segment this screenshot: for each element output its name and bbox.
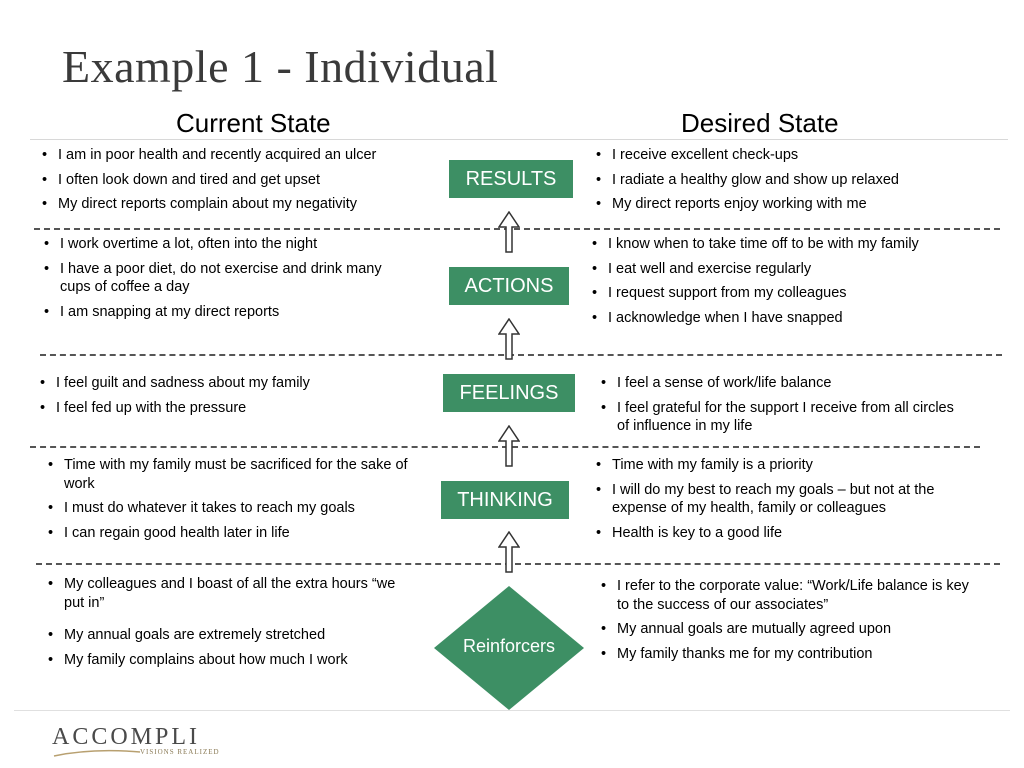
list-item: • I have a poor diet, do not exercise and drink many cups of coffee a day [38, 260, 398, 297]
feelings-current-list [34, 374, 414, 423]
list-item: • Time with my family must be sacrificed for the sake of work [42, 456, 412, 493]
list-item: • I feel a sense of work/life balance [595, 374, 965, 393]
reinforcers-label: Reinforcers [462, 636, 556, 656]
current-state-header: Current State [176, 108, 331, 138]
reinforcers-current-list [42, 575, 412, 675]
list-item: • I am in poor health and recently acquired an ulcer [36, 146, 436, 165]
desired-state-header: Desired State [681, 108, 839, 138]
feelings-desired-list [595, 374, 965, 442]
thinking-current-list [42, 456, 412, 548]
page-title: Example 1 - Individual [62, 41, 499, 92]
list-item: • My colleagues and I boast of all the extra hours “we put in” [42, 575, 412, 612]
up-arrow-icon [498, 211, 520, 253]
row-divider [40, 354, 1002, 356]
list-item: • I feel guilt and sadness about my family [34, 374, 414, 393]
footer-rule [14, 710, 1010, 711]
list-item: • I feel fed up with the pressure [34, 399, 414, 418]
list-item: • Health is key to a good life [590, 524, 990, 543]
up-arrow-icon [498, 531, 520, 573]
results-current-list [36, 146, 436, 220]
actions-desired-list [586, 235, 996, 333]
list-item: • I receive excellent check-ups [590, 146, 990, 165]
list-item: • I radiate a healthy glow and show up relaxed [590, 171, 990, 190]
list-item: • Time with my family is a priority [590, 456, 990, 475]
list-item: • I often look down and tired and get upset [36, 171, 436, 190]
actions-box: ACTIONS [449, 267, 569, 305]
results-desired-list [590, 146, 990, 220]
logo-name: ACCOMPLI [52, 724, 201, 750]
thinking-box: THINKING [441, 481, 569, 519]
logo-swoosh-icon [52, 746, 142, 760]
header-rule [30, 139, 1008, 140]
list-item: • My direct reports complain about my negativity [36, 195, 436, 214]
accompli-logo [52, 724, 232, 764]
list-item: • My family complains about how much I work [42, 651, 412, 670]
list-item: • I feel grateful for the support I receive from all circles of influence in my life [595, 399, 965, 436]
list-item: • I acknowledge when I have snapped [586, 309, 996, 328]
list-item: • My family thanks me for my contribution [595, 645, 975, 664]
list-item: • I can regain good health later in life [42, 524, 412, 543]
thinking-desired-list [590, 456, 990, 548]
list-item: • I eat well and exercise regularly [586, 260, 996, 279]
list-item: • I am snapping at my direct reports [38, 303, 398, 322]
list-item: • I request support from my colleagues [586, 284, 996, 303]
up-arrow-icon [498, 425, 520, 467]
list-item: • I refer to the corporate value: “Work/Life balance is key to the success of our associates” [595, 577, 975, 614]
reinforcers-desired-list [595, 577, 975, 669]
list-item: • My direct reports enjoy working with me [590, 195, 990, 214]
list-item: • I must do whatever it takes to reach my goals [42, 499, 412, 518]
results-box: RESULTS [449, 160, 573, 198]
list-item: • My annual goals are extremely stretched [42, 626, 412, 645]
list-item: • I know when to take time off to be with my family [586, 235, 996, 254]
list-item: • I work overtime a lot, often into the night [38, 235, 398, 254]
up-arrow-icon [498, 318, 520, 360]
actions-current-list [38, 235, 398, 327]
feelings-box: FEELINGS [443, 374, 575, 412]
list-item: • I will do my best to reach my goals – but not at the expense of my health, family or colleagues [590, 481, 990, 518]
list-item: • My annual goals are mutually agreed upon [595, 620, 975, 639]
logo-tagline: VISIONS REALIZED [140, 748, 220, 756]
